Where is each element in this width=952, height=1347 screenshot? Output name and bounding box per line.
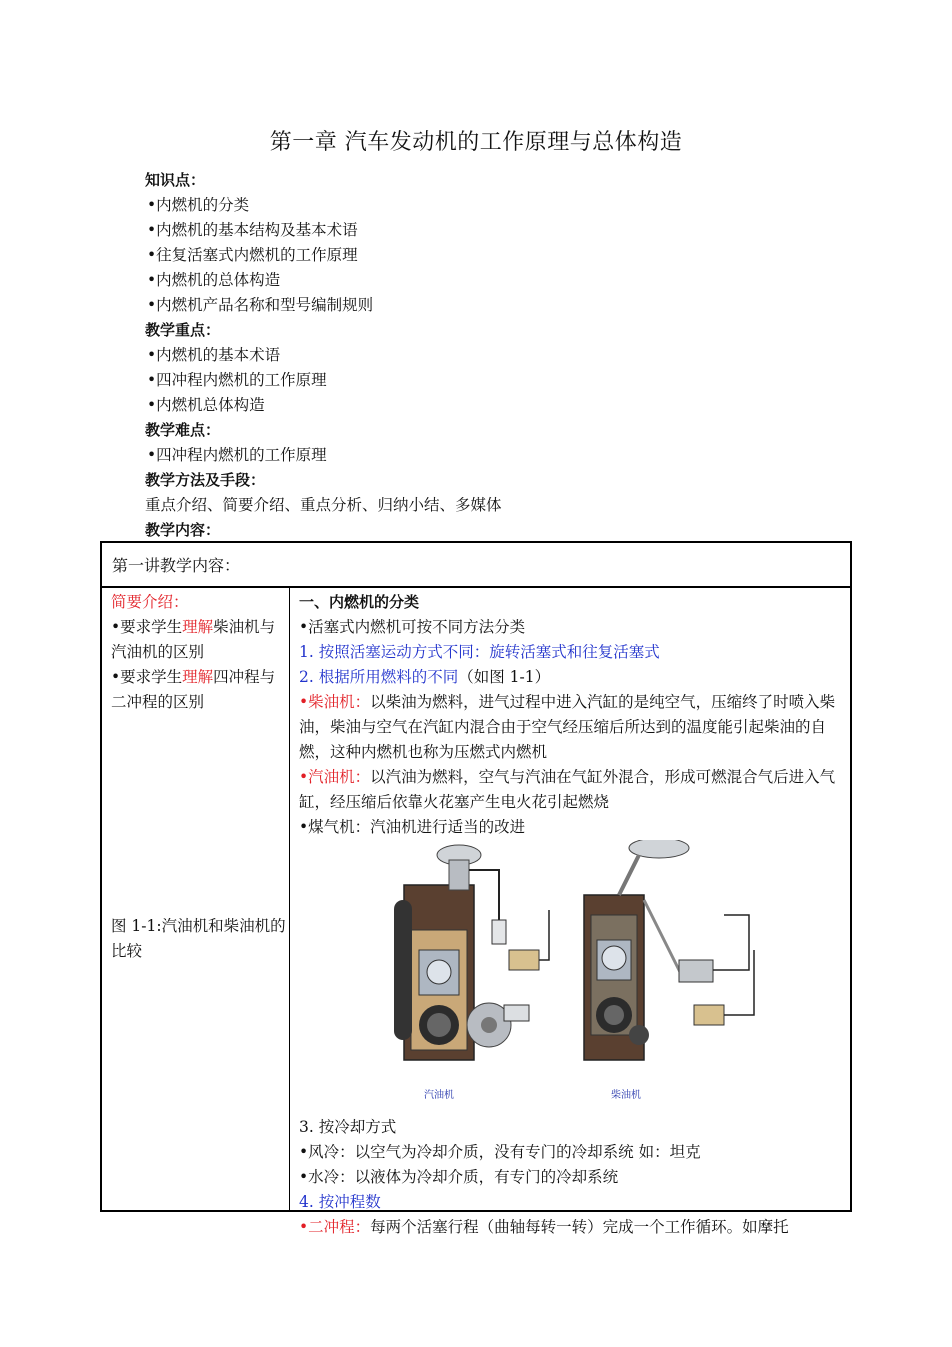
engine-comparison-figure (299, 840, 847, 1115)
knowledge-heading: 知识点： (145, 171, 206, 189)
content-heading: 教学内容： (145, 521, 221, 539)
diesel-engine-label: 柴油机 (611, 1090, 641, 1101)
text-line: •水冷：以液体为冷却介质，有专门的冷却系统 (299, 1168, 619, 1186)
list-item: •往复活塞式内燃机的工作原理 (147, 246, 358, 264)
column-divider (289, 588, 290, 1210)
section-title: 一、内燃机的分类 (299, 593, 420, 611)
objective-item: •要求学生理解四冲程与二冲程的区别 (111, 668, 276, 711)
page-title: 第一章 汽车发动机的工作原理与总体构造 (269, 130, 683, 155)
difficulty-heading: 教学难点： (145, 421, 221, 439)
list-item: •内燃机的基本术语 (147, 346, 281, 364)
list-item: •四冲程内燃机的工作原理 (147, 371, 327, 389)
left-column (111, 590, 287, 960)
gasoline-engine-label: 汽油机 (424, 1090, 454, 1101)
diesel-engine-illustration (584, 840, 754, 1060)
text-line: •活塞式内燃机可按不同方法分类 (299, 618, 526, 636)
text-line: 4. 按冲程数 (299, 1193, 381, 1211)
gasoline-engine-illustration (394, 845, 549, 1060)
list-item: •内燃机产品名称和型号编制规则 (147, 296, 374, 314)
diesel-paragraph: •柴油机：以柴油为燃料，进气过程中进入汽缸的是纯空气，压缩终了时喷入柴油，柴油与空气在汽缸内混合由于空气经压缩后所达到的温度能引起柴油的自燃，这种内燃机也称为压燃式内燃机 (299, 693, 836, 761)
objective-item: •要求学生理解柴油机与汽油机的区别 (111, 618, 276, 661)
text-line: 2. 根据所用燃料的不同（如图 1-1） (299, 668, 551, 686)
lecture-title: 第一讲教学内容： (102, 543, 850, 588)
lecture-table (100, 541, 852, 1236)
two-stroke-paragraph: •二冲程：每两个活塞行程（曲轴每转一转）完成一个工作循环。如摩托 (299, 1218, 789, 1236)
engine-diagram (299, 840, 847, 1115)
gasoline-paragraph: •汽油机：以汽油为燃料，空气与汽油在气缸外混合，形成可燃混合气后进入气缸，经压缩后依靠火花塞产生电火花引起燃烧 (299, 768, 836, 811)
text-line: 3. 按冷却方式 (299, 1118, 397, 1136)
list-item: •四冲程内燃机的工作原理 (147, 446, 327, 464)
intro-label: 简要介绍： (111, 593, 189, 611)
methods-heading: 教学方法及手段： (145, 471, 266, 489)
figure-caption: 图 1-1:汽油机和柴油机的比较 (111, 917, 286, 960)
text-line: •风冷：以空气为冷却介质，没有专门的冷却系统 如：坦克 (299, 1143, 701, 1161)
list-item: •内燃机总体构造 (147, 396, 265, 414)
list-item: •内燃机的总体构造 (147, 271, 281, 289)
key-points-heading: 教学重点： (145, 321, 221, 339)
front-matter (145, 168, 845, 543)
text-line: •煤气机：汽油机进行适当的改进 (299, 818, 526, 836)
right-column (299, 590, 847, 1240)
list-item: •内燃机的基本结构及基本术语 (147, 221, 358, 239)
text-line: 1. 按照活塞运动方式不同：旋转活塞式和往复活塞式 (299, 643, 660, 661)
methods-text: 重点介绍、简要介绍、重点分析、归纳小结、多媒体 (145, 496, 502, 514)
list-item: •内燃机的分类 (147, 196, 250, 214)
